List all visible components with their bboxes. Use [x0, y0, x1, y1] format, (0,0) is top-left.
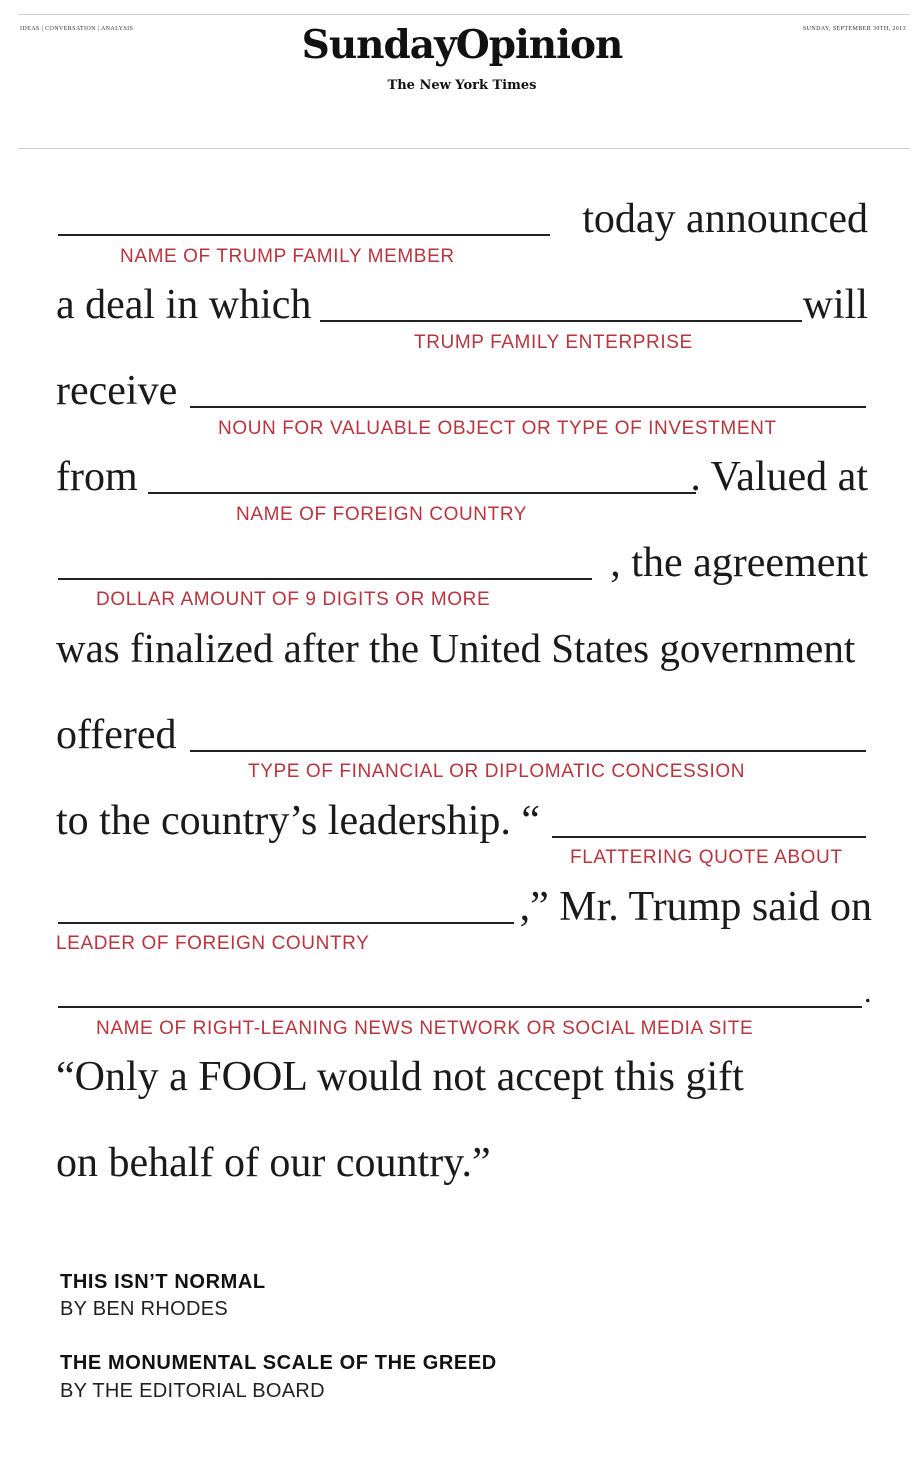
- text-on-behalf: on behalf of our country.”: [56, 1140, 491, 1186]
- text-valued-at: . Valued at: [690, 454, 868, 500]
- text-mr-trump-said-on: ,” Mr. Trump said on: [519, 884, 872, 930]
- text-the-agreement: , the agreement: [610, 540, 868, 586]
- label-concession: TYPE OF FINANCIAL OR DIPLOMATIC CONCESSION: [248, 761, 746, 782]
- text-was-finalized: was finalized after the United States government: [56, 625, 856, 671]
- text-receive: receive: [56, 368, 178, 414]
- text-only-a-fool: “Only a FOOL would not accept this gift: [56, 1054, 744, 1100]
- label-news-network: NAME OF RIGHT-LEANING NEWS NETWORK OR SOCIAL MEDIA SITE: [96, 1018, 754, 1039]
- text-will: will: [802, 282, 868, 328]
- publication-name: The New York Times: [387, 78, 537, 93]
- blank-dollar-amount[interactable]: [58, 578, 592, 580]
- article-title[interactable]: THIS ISN’T NORMAL: [60, 1271, 266, 1293]
- blank-concession[interactable]: [190, 750, 866, 752]
- article-byline: BY BEN RHODES: [60, 1298, 229, 1320]
- article-title[interactable]: THE MONUMENTAL SCALE OF THE GREED: [60, 1352, 497, 1374]
- blank-flattering-quote[interactable]: [552, 836, 866, 838]
- masthead-title: SundayOpinion: [301, 22, 623, 68]
- blank-foreign-leader[interactable]: [58, 922, 514, 924]
- blank-news-network[interactable]: [58, 1006, 862, 1008]
- label-dollar-amount: DOLLAR AMOUNT OF 9 DIGITS OR MORE: [96, 589, 491, 610]
- label-flattering-quote: FLATTERING QUOTE ABOUT: [570, 847, 843, 868]
- text-a-deal-in-which: a deal in which: [56, 282, 312, 328]
- label-foreign-leader: LEADER OF FOREIGN COUNTRY: [56, 933, 370, 954]
- label-foreign-country: NAME OF FOREIGN COUNTRY: [236, 504, 528, 525]
- blank-foreign-country[interactable]: [148, 492, 696, 494]
- text-offered: offered: [56, 712, 177, 758]
- label-trump-family-enterprise: TRUMP FAMILY ENTERPRISE: [414, 332, 693, 353]
- article-byline: BY THE EDITORIAL BOARD: [60, 1380, 325, 1402]
- label-trump-family-member: NAME OF TRUMP FAMILY MEMBER: [120, 246, 455, 267]
- blank-valuable-object[interactable]: [190, 406, 866, 408]
- masthead-rule: [18, 148, 910, 149]
- top-rule: [18, 14, 910, 15]
- text-from: from: [56, 454, 138, 500]
- blank-trump-family-enterprise[interactable]: [320, 320, 802, 322]
- blank-trump-family-member[interactable]: [58, 234, 550, 236]
- section-links: IDEAS | CONVERSATION | ANALYSIS: [20, 26, 134, 32]
- masthead-date: SUNDAY, SEPTEMBER 30TH, 2013: [802, 26, 906, 32]
- text-period: .: [864, 976, 872, 1009]
- label-valuable-object: NOUN FOR VALUABLE OBJECT OR TYPE OF INVESTMENT: [218, 418, 777, 439]
- text-today-announced: today announced: [582, 196, 868, 242]
- text-countrys-leadership: to the country’s leadership. “: [56, 798, 541, 844]
